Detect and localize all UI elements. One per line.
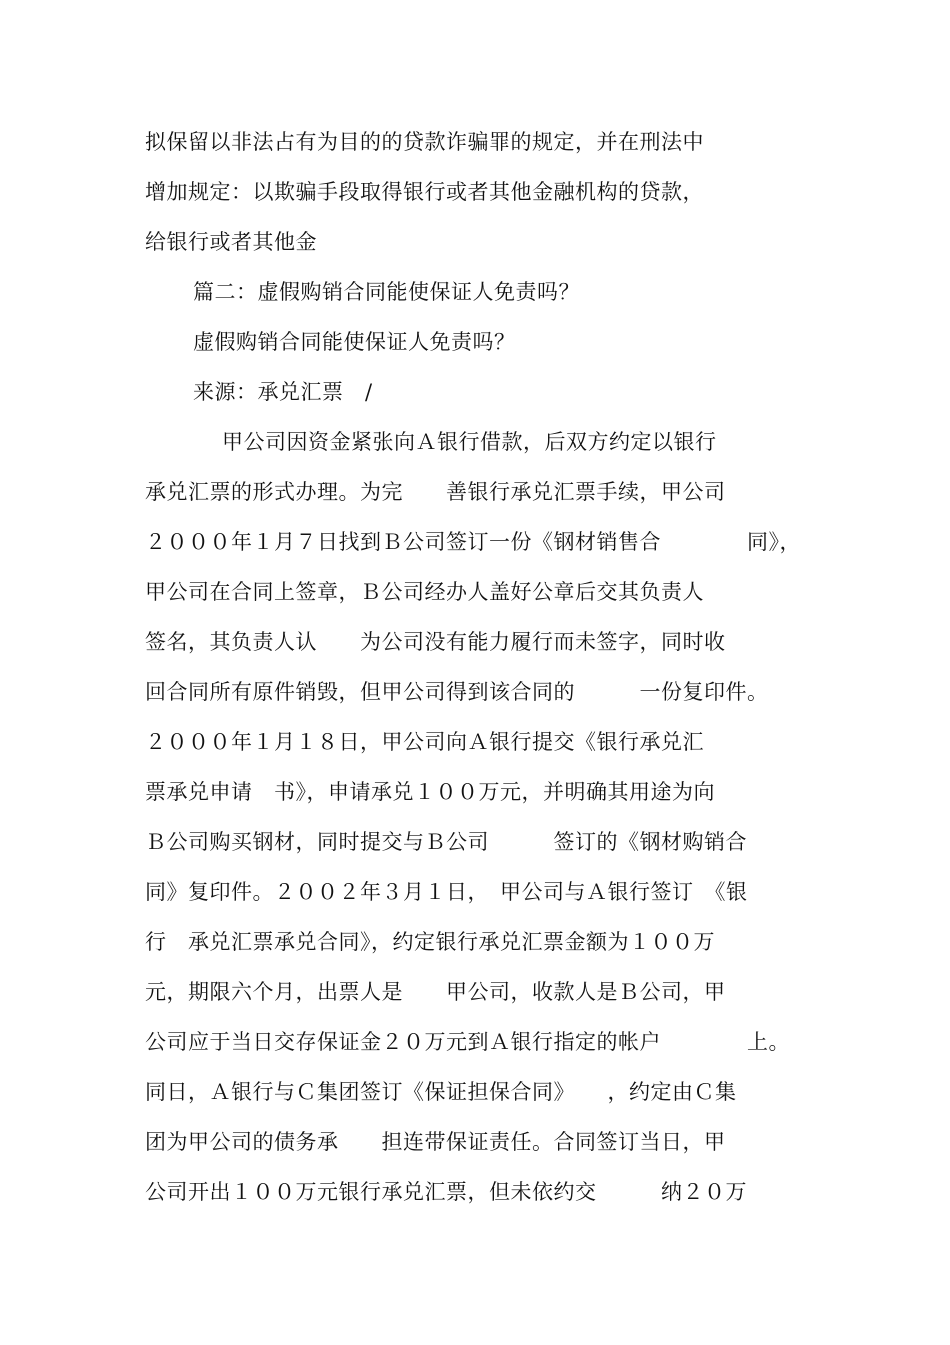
text-line-17: 行 承兑汇票承兑合同》，约定银行承兑汇票金额为１００万 bbox=[145, 930, 715, 954]
text-line-10: 甲公司在合同上签章，Ｂ公司经办人盖好公章后交其负责人 bbox=[145, 580, 704, 604]
text-line-11: 签名，其负责人认 为公司没有能力履行而未签字，同时收 bbox=[145, 630, 726, 654]
text-line-22: 公司开出１００万元银行承兑汇票，但未依约交 纳２０万 bbox=[145, 1180, 747, 1204]
article-title: 虚假购销合同能使保证人免责吗？ bbox=[193, 330, 516, 354]
text-line-19: 公司应于当日交存保证金２０万元到Ａ银行指定的帐户 上。 bbox=[145, 1030, 790, 1054]
source-line: 来源：承兑汇票 / bbox=[193, 380, 373, 404]
text-line-15: Ｂ公司购买钢材，同时提交与Ｂ公司 签订的《钢材购销合 bbox=[145, 830, 747, 854]
text-line-7: 甲公司因资金紧张向Ａ银行借款，后双方约定以银行 bbox=[222, 430, 717, 454]
text-line-14: 票承兑申请 书》，申请承兑１００万元，并明确其用途为向 bbox=[145, 780, 715, 804]
text-line-3: 给银行或者其他金 bbox=[145, 230, 317, 254]
text-line-20: 同日，Ａ银行与Ｃ集团签订《保证担保合同》 ，约定由Ｃ集 bbox=[145, 1080, 737, 1104]
text-line-12: 回合同所有原件销毁，但甲公司得到该合同的 一份复印件。 bbox=[145, 680, 769, 704]
text-line-8: 承兑汇票的形式办理。为完 善银行承兑汇票手续，甲公司 bbox=[145, 480, 726, 504]
text-line-2: 增加规定：以欺骗手段取得银行或者其他金融机构的贷款， bbox=[145, 180, 704, 204]
text-line-18: 元，期限六个月，出票人是 甲公司，收款人是Ｂ公司，甲 bbox=[145, 980, 726, 1004]
text-line-13: ２０００年１月１８日，甲公司向Ａ银行提交《银行承兑汇 bbox=[145, 730, 704, 754]
section-title: 篇二：虚假购销合同能使保证人免责吗？ bbox=[193, 280, 580, 304]
text-line-9: ２０００年１月７日找到Ｂ公司签订一份《钢材销售合 同》， bbox=[145, 530, 801, 554]
text-line-16: 同》复印件。２００２年３月１日， 甲公司与Ａ银行签订 《银 bbox=[145, 880, 748, 904]
text-line-1: 拟保留以非法占有为目的的贷款诈骗罪的规定，并在刑法中 bbox=[145, 130, 704, 154]
text-line-21: 团为甲公司的债务承 担连带保证责任。合同签订当日，甲 bbox=[145, 1130, 726, 1154]
